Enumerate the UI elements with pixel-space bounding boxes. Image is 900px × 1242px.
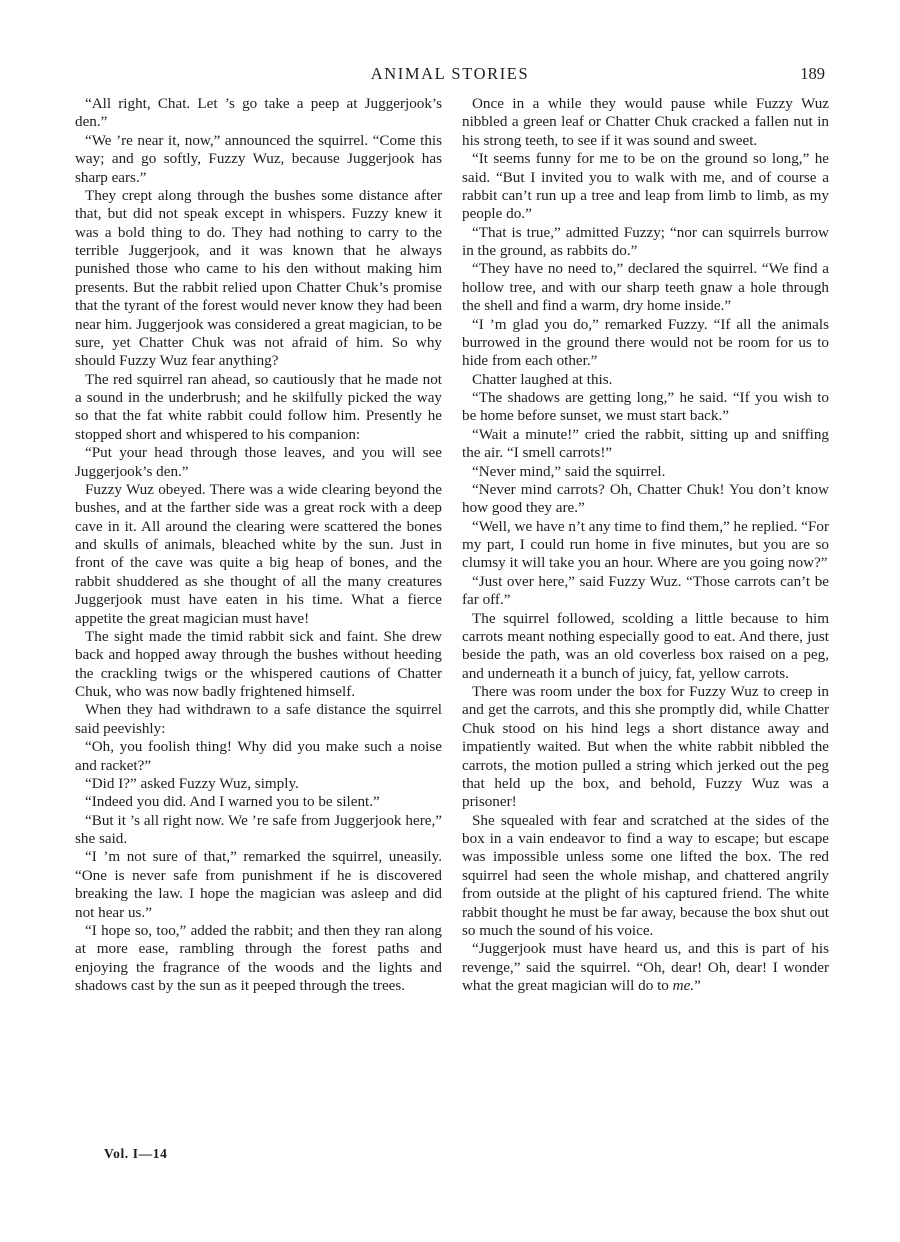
- paragraph: The sight made the timid rabbit sick and faint. She drew back and hopped away through the bushes without heeding the crackling twigs or the whispered cautions of Chatter Chuk, who was now badly frightened himself.: [75, 627, 442, 700]
- paragraph: “We ’re near it, now,” announced the squirrel. “Come this way; and go softly, Fuzzy Wuz, because Juggerjook has sharp ears.”: [75, 131, 442, 186]
- paragraph: She squealed with fear and scratched at the sides of the box in a vain endeavor to find a way to escape; but escape was impossible unless some one lifted the box. The red squirrel had seen the whole mishap, and chattered angrily from outside at the plight of his captured friend. The white rabbit thought he must be far away, because the box shut out so much the sound of his voice.: [462, 811, 829, 939]
- paragraph: “Put your head through those leaves, and you will see Juggerjook’s den.”: [75, 444, 442, 480]
- volume-signature: Vol. I—14: [104, 1146, 168, 1161]
- paragraph: “It seems funny for me to be on the ground so long,” he said. “But I invited you to walk with me, and of course a rabbit can’t run up a tree and leap from limb to limb, as my people do.”: [462, 150, 829, 223]
- paragraph: There was room under the box for Fuzzy Wuz to creep in and get the carrots, and this she promptly did, while Chatter Chuk stood on his hind legs a short distance away and impatiently waited. But when the white rabbit nibbled the carrots, the motion pulled a string which jerked out the peg that held up the box, and behold, Fuzzy Wuz was a prisoner!: [462, 683, 829, 811]
- paragraph: “I ’m not sure of that,” remarked the squirrel, uneasily. “One is never safe from punishment if he is discovered breaking the law. I hope the magician was asleep and did not hear us.”: [75, 848, 442, 921]
- paragraph: “But it ’s all right now. We ’re safe from Juggerjook here,” she said.: [75, 811, 442, 847]
- paragraph: Fuzzy Wuz obeyed. There was a wide clearing beyond the bushes, and at the farther side was a great rock with a deep cave in it. All around the clearing were scattered the bones and skulls of animals, bleached white by the sun. Just in front of the cave was quite a big heap of bones, and the rabbit shuddered as she thought of all the many creatures Juggerjook must have eaten in his time. What a fierce appetite the great magician must have!: [75, 480, 442, 627]
- paragraph: “That is true,” admitted Fuzzy; “nor can squirrels burrow in the ground, as rabbits do.”: [462, 223, 829, 259]
- paragraph: “The shadows are getting long,” he said. “If you wish to be home before sunset, we must start back.”: [462, 389, 829, 425]
- paragraph: “Just over here,” said Fuzzy Wuz. “Those carrots can’t be far off.”: [462, 572, 829, 609]
- left-text-column: [75, 95, 442, 995]
- paragraph: “Never mind,” said the squirrel.: [472, 462, 666, 480]
- closing-paragraph: [462, 940, 829, 995]
- closing-text: “Juggerjook must have heard us, and this is part of his revenge,” said the squirrel. “Oh, dear! Oh, dear! I wonder what the great magician will do to: [462, 940, 829, 994]
- running-head: [0, 64, 900, 88]
- paragraph: “I ’m glad you do,” remarked Fuzzy. “If all the animals burrowed in the ground there would not be room for us to hide from each other.”: [462, 315, 829, 370]
- running-title: ANIMAL STORIES: [370, 64, 530, 83]
- emphasized-word: me.: [672, 977, 695, 994]
- paragraph: When they had withdrawn to a safe distance the squirrel said peevishly:: [75, 701, 442, 737]
- closing-quote: ”: [694, 977, 701, 994]
- paragraph: “All right, Chat. Let ’s go take a peep at Juggerjook’s den.”: [75, 95, 442, 131]
- page-number: 189: [800, 64, 825, 83]
- paragraph: They crept along through the bushes some distance after that, but did not speak except in whispers. Fuzzy knew it was a bold thing to do. They had nothing to carry to the terrible Juggerjook, and it was known that he always punished those who came to his den without making him presents. But the rabbit relied upon Chatter Chuk’s promise that the tyrant of the forest would never know they had been near him. Juggerjook was considered a great magician, to be sure, yet Chatter Chuk was not afraid of him. So why should Fuzzy Wuz fear anything?: [75, 186, 442, 370]
- paragraph: “Indeed you did. And I warned you to be silent.”: [85, 793, 380, 811]
- paragraph: The red squirrel ran ahead, so cautiously that he made not a sound in the underbrush; and he skilfully picked the way so that the fat white rabbit could follow him. Presently he stopped short and whispered to his companion:: [75, 370, 442, 443]
- paragraph: “They have no need to,” declared the squirrel. “We find a hollow tree, and with our sharp teeth gnaw a hole through the shell and find a warm, dry home inside.”: [462, 260, 829, 315]
- paragraph: “Wait a minute!” cried the rabbit, sitting up and sniffing the air. “I smell carrots!”: [462, 425, 829, 462]
- paragraph: “Well, we have n’t any time to find them,” he replied. “For my part, I could run home in five minutes, but you are so clumsy it will take you an hour. Where are you going now?”: [462, 517, 829, 572]
- paragraph: “Oh, you foolish thing! Why did you make such a noise and racket?”: [75, 738, 442, 774]
- paragraph: “Never mind carrots? Oh, Chatter Chuk! You don’t know how good they are.”: [462, 480, 829, 517]
- paragraph: “Did I?” asked Fuzzy Wuz, simply.: [85, 774, 299, 792]
- paragraph: “I hope so, too,” added the rabbit; and then they ran along at more ease, rambling through the forest paths and enjoying the fragrance of the woods and the lights and shadows cast by the sun as it peeped through the trees.: [75, 921, 442, 994]
- right-text-column: [462, 95, 829, 995]
- paragraph: Once in a while they would pause while Fuzzy Wuz nibbled a green leaf or Chatter Chuk cracked a fallen nut in his strong teeth, to see if it was sound and sweet.: [462, 95, 829, 149]
- paragraph: The squirrel followed, scolding a little because to him carrots meant nothing especially good to eat. And there, just beside the path, was an old coverless box raised on a peg, and underneath it a bunch of juicy, fat, yellow carrots.: [462, 609, 829, 682]
- paragraph: Chatter laughed at this.: [472, 370, 613, 388]
